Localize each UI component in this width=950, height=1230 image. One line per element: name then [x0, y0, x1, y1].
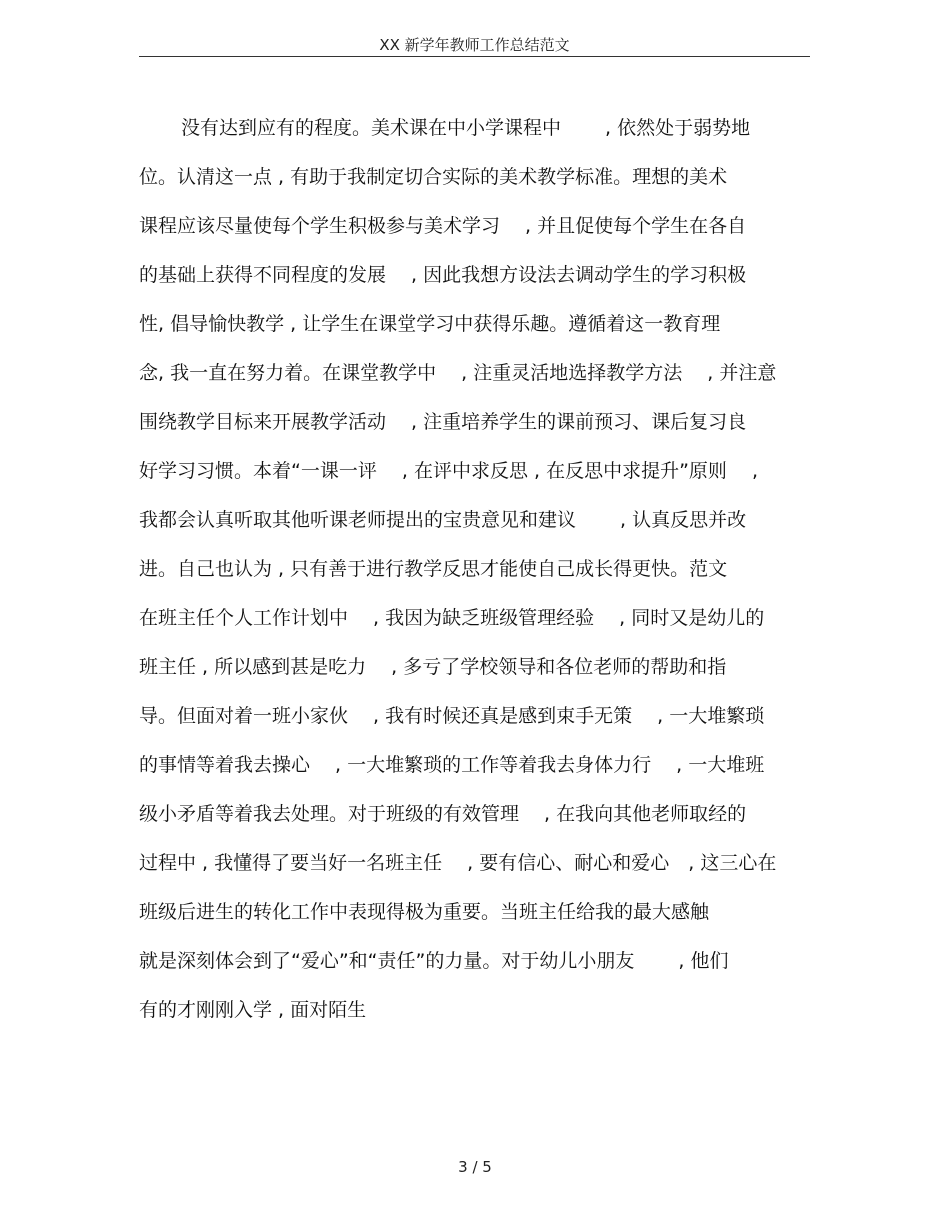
page-number: 3 / 5 — [458, 1158, 492, 1176]
text-line: 导。但面对着一班小家伙 , 我有时候还真是感到束手无策 , 一大堆繁琐 — [139, 705, 765, 727]
text-line: 在班主任个人工作计划中 , 我因为缺乏班级管理经验 , 同时又是幼儿的 — [139, 607, 765, 629]
text-line: 的事情等着我去操心 , 一大堆繁琐的工作等着我去身体力行 , 一大堆班 — [139, 754, 765, 776]
text-line: 过程中 , 我懂得了要当好一名班主任 , 要有信心、耐心和爱心 , 这三心在 — [139, 852, 777, 874]
text-line: 课程应该尽量使每个学生积极参与美术学习 , 并且促使每个学生在各自 — [139, 215, 747, 237]
page-header-title: XX 新学年教师工作总结范文 — [379, 36, 570, 54]
text-line: 性, 倡导愉快教学 , 让学生在课堂学习中获得乐趣。遵循着这一教育理 — [139, 313, 721, 335]
text-line: 班级后进生的转化工作中表现得极为重要。当班主任给我的最大感触 — [139, 901, 710, 923]
header-divider — [139, 56, 810, 57]
text-line: 就是深刻体会到了“爱心”和“责任”的力量。对于幼儿小朋友 , 他们 — [139, 950, 729, 972]
text-line: 我都会认真听取其他听课老师提出的宝贵意见和建议 , 认真反思并改 — [139, 509, 747, 531]
text-line: 有的才刚刚入学 , 面对陌生 — [139, 999, 367, 1021]
text-line: 好学习习惯。本着“一课一评 , 在评中求反思 , 在反思中求提升”原则 , — [139, 460, 759, 482]
text-line: 进。自己也认为 , 只有善于进行教学反思才能使自己成长得更快。范文 — [139, 558, 728, 580]
text-line: 位。认清这一点 , 有助于我制定切合实际的美术教学标准。理想的美术 — [139, 166, 728, 188]
text-line: 的基础上获得不同程度的发展 , 因此我想方设法去调动学生的学习积极 — [139, 264, 747, 286]
text-line: 念, 我一直在努力着。在课堂教学中 , 注重灵活地选择教学方法 , 并注意 — [139, 362, 777, 384]
text-line: 没有达到应有的程度。美术课在中小学课程中 , 依然处于弱势地 — [181, 117, 751, 139]
text-line: 级小矛盾等着我去处理。对于班级的有效管理 , 在我向其他老师取经的 — [139, 803, 747, 825]
text-line: 班主任 , 所以感到甚是吃力 , 多亏了学校领导和各位老师的帮助和指 — [139, 656, 727, 678]
text-line: 围绕教学目标来开展教学活动 , 注重培养学生的课前预习、课后复习良 — [139, 411, 747, 433]
